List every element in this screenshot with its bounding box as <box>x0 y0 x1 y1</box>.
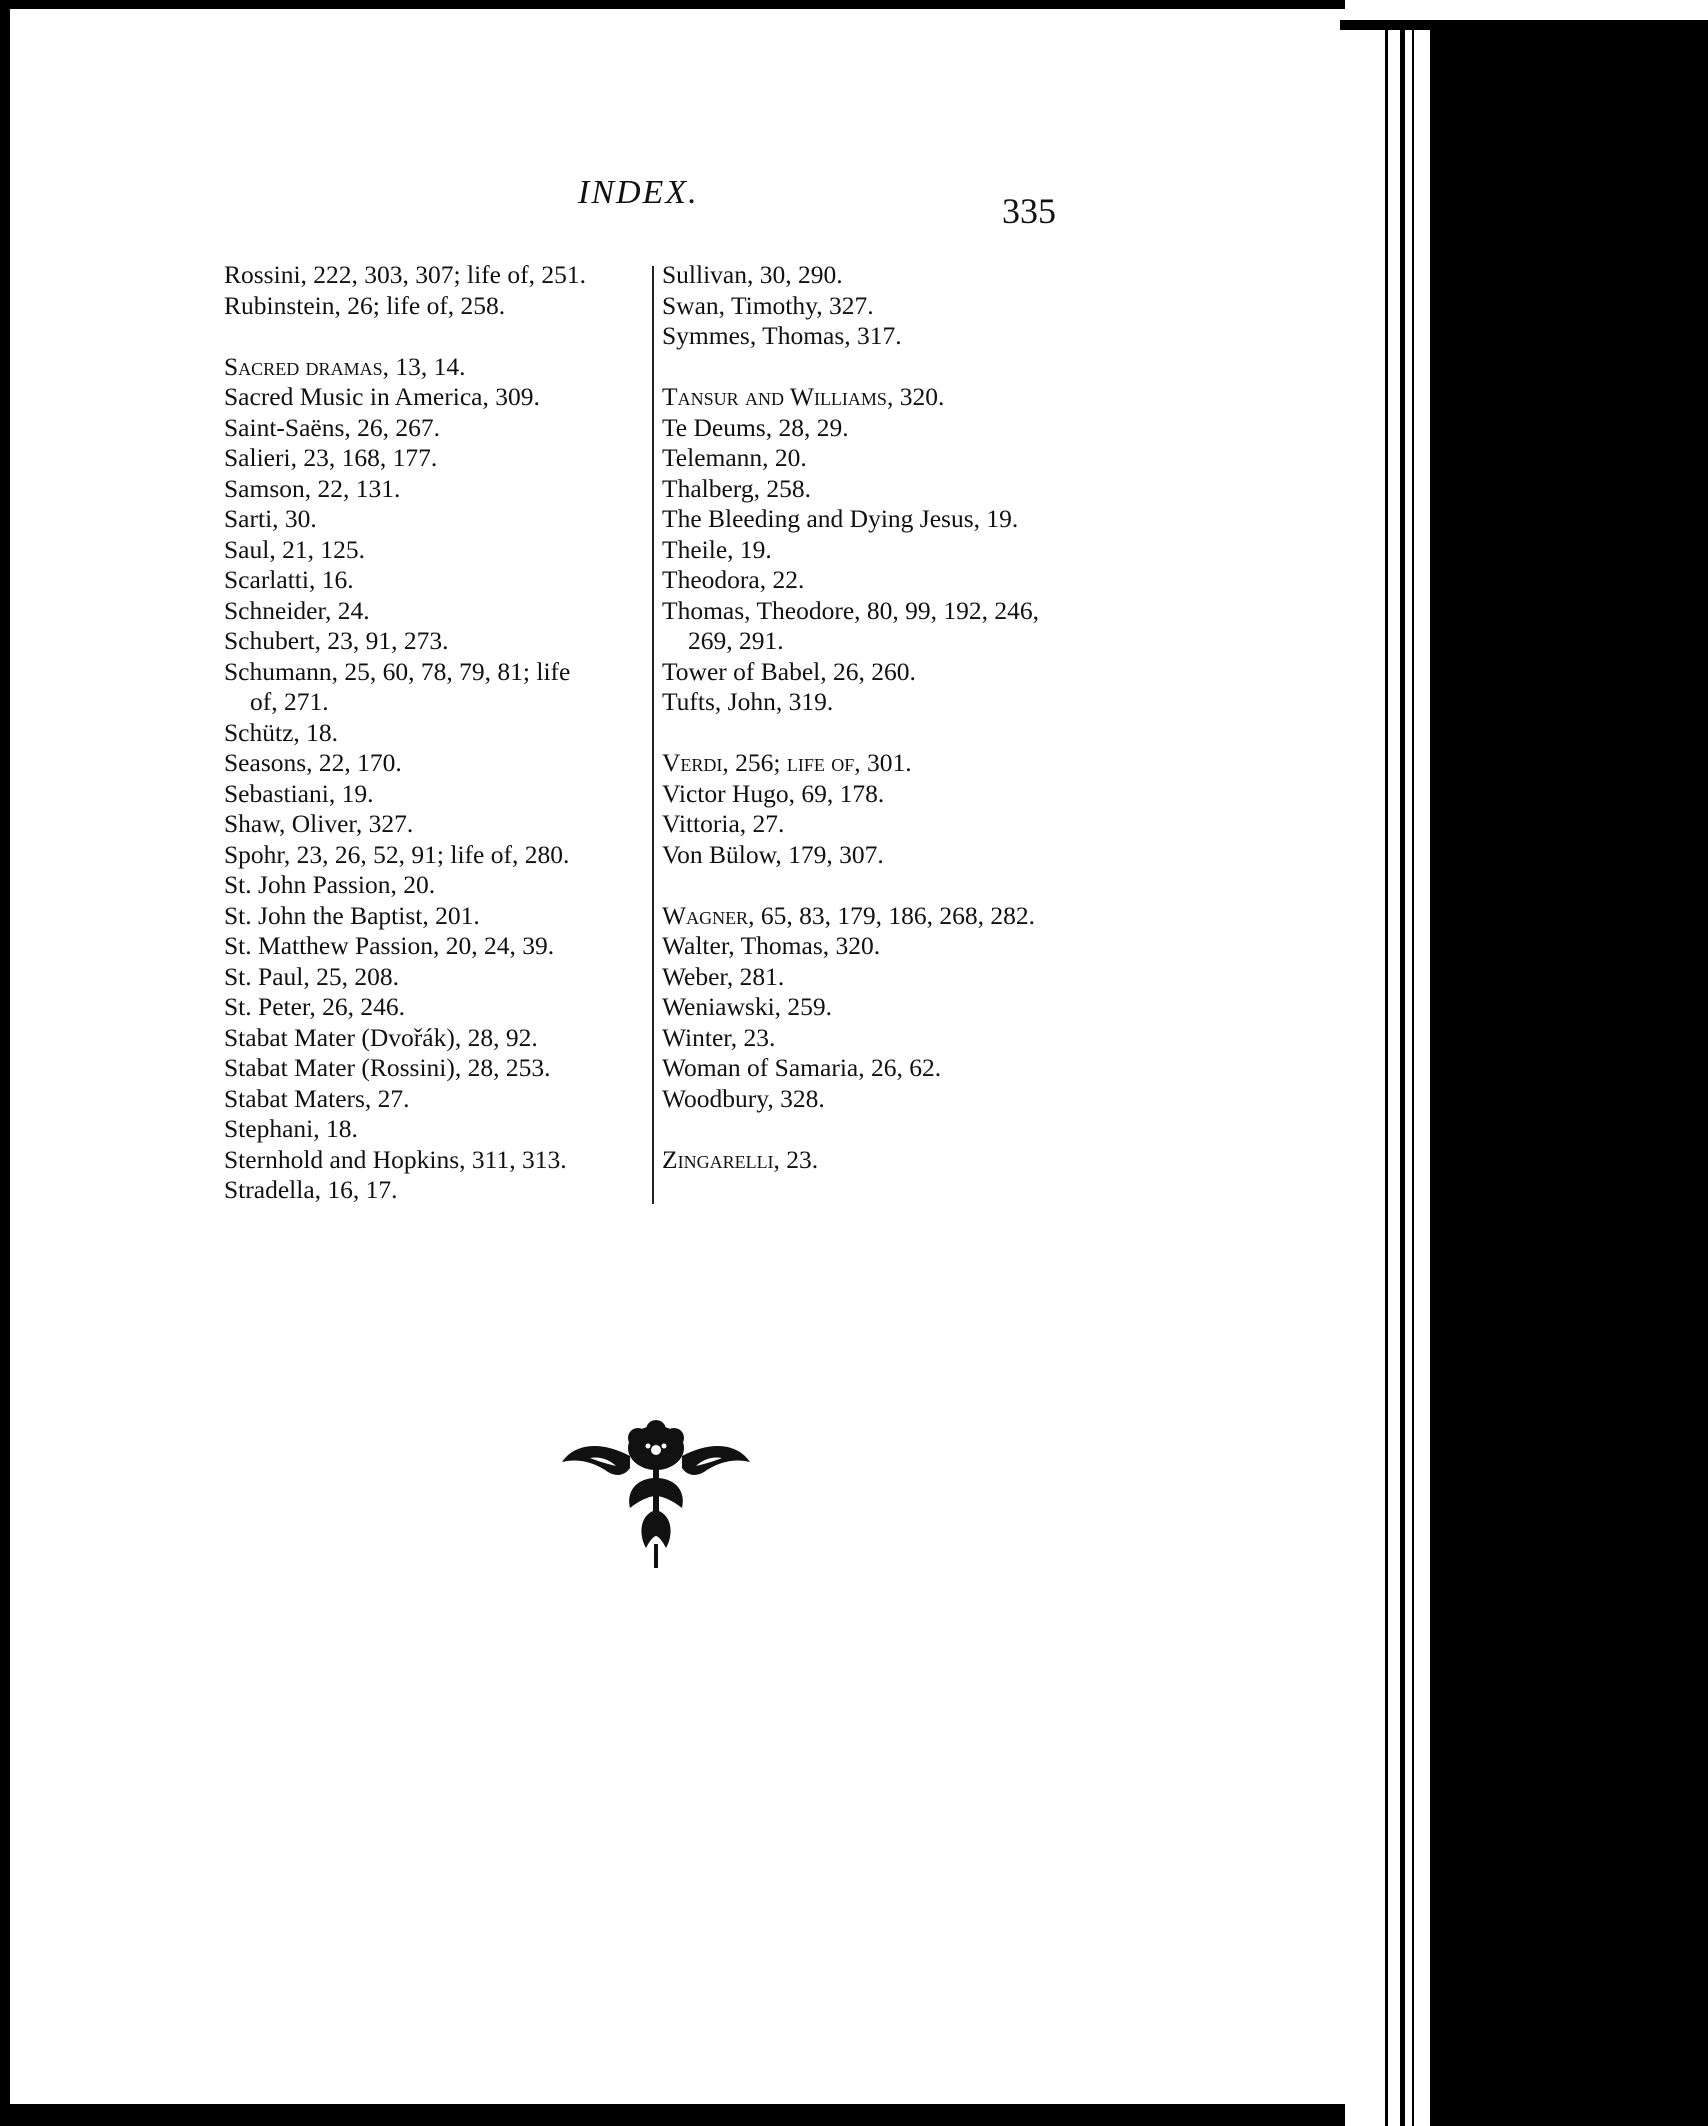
index-entry: Swan, Timothy, 327. <box>662 290 874 320</box>
index-entry: Samson, 22, 131. <box>224 473 401 503</box>
scan-top-border <box>0 0 1345 9</box>
section-heading-entry: Zingarelli, 23. <box>662 1144 819 1174</box>
index-entry: Saint-Saëns, 26, 267. <box>224 412 441 442</box>
section-heading-entry: Tansur and Williams, 320. <box>662 382 945 411</box>
section-gap <box>662 718 1102 749</box>
index-entry: Stabat Mater (Rossini), 28, 253. <box>224 1053 551 1082</box>
index-entry: Theile, 19. <box>662 534 772 564</box>
index-entry: Spohr, 23, 26, 52, 91; life of, 280. <box>224 839 570 869</box>
page-edge-line <box>1385 20 1388 2126</box>
index-entry: Sarti, 30. <box>224 504 317 533</box>
floral-ornament-icon <box>560 1418 752 1570</box>
page-edge-line <box>1412 20 1414 2126</box>
page-edge-line <box>1400 20 1405 2126</box>
section-gap <box>662 870 1102 901</box>
index-entry-continuation: of, 271. <box>250 687 329 716</box>
scan-left-border <box>0 0 10 2126</box>
index-entry: Stradella, 16, 17. <box>224 1175 398 1204</box>
index-entry: St. Matthew Passion, 20, 24, 39. <box>224 931 555 960</box>
index-entry: Rubinstein, 26; life of, 258. <box>224 290 506 320</box>
index-entry: Rossini, 222, 303, 307; life of, 251. <box>224 260 586 289</box>
index-entry: Te Deums, 28, 29. <box>662 412 849 442</box>
index-entry: Shaw, Oliver, 327. <box>224 809 414 838</box>
section-gap <box>662 352 1102 383</box>
index-entry: Tufts, John, 319. <box>662 687 834 716</box>
index-entry: Woodbury, 328. <box>662 1083 825 1113</box>
index-entry: Thalberg, 258. <box>662 473 811 503</box>
running-head: INDEX. <box>578 174 699 211</box>
index-entry: Scarlatti, 16. <box>224 565 354 594</box>
index-entry: Sacred Music in America, 309. <box>224 382 540 411</box>
page-number: 335 <box>1002 191 1056 231</box>
section-gap <box>224 321 644 352</box>
index-entry: Schumann, 25, 60, 78, 79, 81; life <box>224 656 571 686</box>
section-gap <box>662 1114 1102 1145</box>
index-column-right <box>662 260 1102 1175</box>
index-entry: Seasons, 22, 170. <box>224 748 402 777</box>
index-entry: Stabat Mater (Dvořák), 28, 92. <box>224 1022 538 1052</box>
index-entry: Theodora, 22. <box>662 565 805 594</box>
index-entry: Woman of Samaria, 26, 62. <box>662 1053 942 1082</box>
section-heading-entry: Sacred dramas, 13, 14. <box>224 351 466 381</box>
index-entry: Salieri, 23, 168, 177. <box>224 443 438 472</box>
section-heading-entry: Wagner, 65, 83, 179, 186, 268, 282. <box>662 900 1035 930</box>
index-entry: Victor Hugo, 69, 178. <box>662 778 885 808</box>
index-entry: Sternhold and Hopkins, 311, 313. <box>224 1144 567 1174</box>
index-entry: Weber, 281. <box>662 961 785 991</box>
index-entry-continuation: 269, 291. <box>688 626 784 655</box>
index-entry: Walter, Thomas, 320. <box>662 931 881 960</box>
index-entry: St. John the Baptist, 201. <box>224 900 480 930</box>
index-entry: St. John Passion, 20. <box>224 870 436 899</box>
index-entry: The Bleeding and Dying Jesus, 19. <box>662 504 1019 533</box>
index-entry: Schneider, 24. <box>224 595 370 625</box>
index-column-left <box>224 260 644 1206</box>
index-entry: Schütz, 18. <box>224 717 339 747</box>
index-entry: St. Paul, 25, 208. <box>224 961 399 991</box>
index-entry: Tower of Babel, 26, 260. <box>662 656 916 686</box>
index-entry: Saul, 21, 125. <box>224 534 365 564</box>
index-entry: Sebastiani, 19. <box>224 778 374 808</box>
index-entry: Sullivan, 30, 290. <box>662 260 843 289</box>
index-entry: Telemann, 20. <box>662 443 807 472</box>
index-entry: Stabat Maters, 27. <box>224 1083 410 1113</box>
index-entry: Weniawski, 259. <box>662 992 833 1021</box>
index-entry: Von Bülow, 179, 307. <box>662 839 884 869</box>
column-divider <box>652 266 654 1204</box>
index-entry: Symmes, Thomas, 317. <box>662 321 902 350</box>
index-entry: Schubert, 23, 91, 273. <box>224 626 449 655</box>
index-entry: Stephani, 18. <box>224 1114 358 1143</box>
index-entry: Vittoria, 27. <box>662 809 785 838</box>
scan-bottom-border <box>0 2104 1400 2126</box>
index-entry: Winter, 23. <box>662 1022 776 1052</box>
index-entry: Thomas, Theodore, 80, 99, 192, 246, <box>662 595 1040 625</box>
index-entry: St. Peter, 26, 246. <box>224 992 406 1021</box>
section-heading-entry: Verdi, 256; life of, 301. <box>662 748 912 777</box>
scan-right-margin <box>1430 20 1708 2126</box>
